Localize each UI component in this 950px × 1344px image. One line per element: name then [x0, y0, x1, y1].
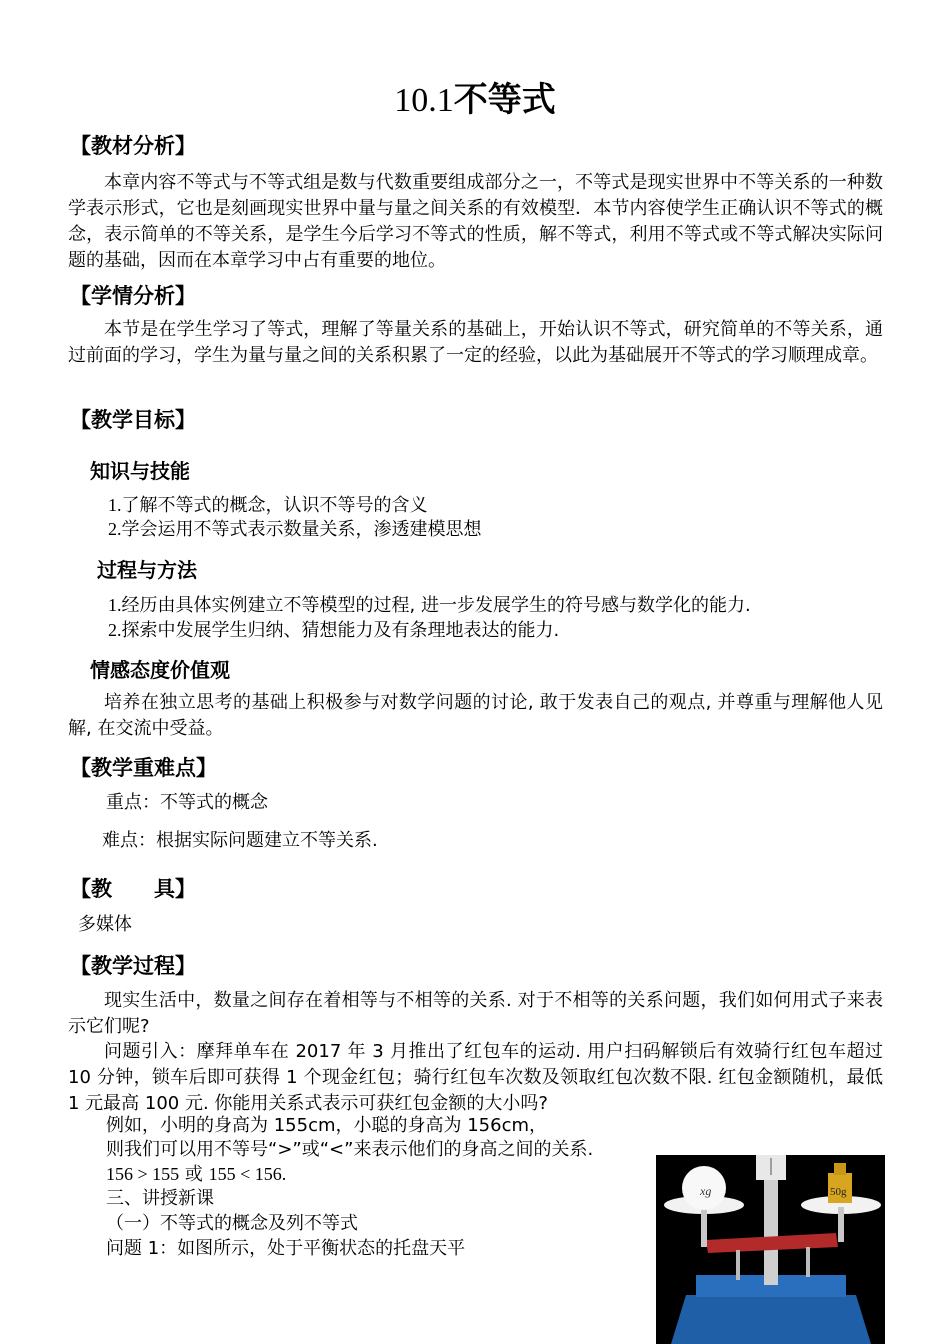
example-line-3: 156 > 155 或 155 < 156.	[106, 1164, 287, 1185]
subsection-one: （一）不等式的概念及列不等式	[106, 1213, 358, 1234]
emotion-title: 情感态度价值观	[90, 658, 230, 682]
heading-process: 【教学过程】	[70, 954, 196, 978]
process-question: 问题引入：摩拜单车在 2017 年 3 月推出了红包车的运动. 用户扫码解锁后有效骑行红包车超过 10 分钟，锁车后即可获得 1 个现金红包；骑行红包车次数及领取红包次数不限. 红包金额随机，最低 1 元最高 100 元. 你能用关系式表示可获红包金额的大小吗?	[68, 1041, 883, 1114]
difficulty-text: 难点：根据实际问题建立不等关系.	[102, 830, 378, 851]
tools-text: 多媒体	[78, 914, 132, 935]
heading-analysis: 【教材分析】	[70, 134, 196, 158]
heading-students: 【学情分析】	[70, 284, 196, 308]
students-paragraph: 本节是在学生学习了等式，理解了等量关系的基础上，开始认识不等式，研究简单的不等关系，通过前面的学习，学生为量与量之间的关系积累了一定的经验，以此为基础展开不等式的学习顺理成章。	[68, 319, 883, 366]
heading-keypoints: 【教学重难点】	[70, 756, 217, 780]
balance-scale-illustration	[656, 1155, 885, 1344]
process-intro: 现实生活中，数量之间存在着相等与不相等的关系. 对于不相等的关系问题，我们如何用式子来表示它们呢?	[68, 990, 883, 1037]
heading-tools: 【教 具】	[70, 877, 196, 901]
process-item-1: 1.经历由具体实例建立不等模型的过程, 进一步发展学生的符号感与数学化的能力.	[108, 595, 751, 616]
process-method-title: 过程与方法	[97, 558, 197, 582]
page-title: 10.1不等式	[394, 80, 556, 120]
process-item-2: 2.探索中发展学生归纳、猜想能力及有条理地表达的能力.	[108, 620, 560, 641]
balance-scale-figure	[656, 1155, 885, 1344]
example-line-2: 则我们可以用不等号“>”或“<”来表示他们的身高之间的关系.	[106, 1139, 594, 1160]
knowledge-item-1: 1.了解不等式的概念，认识不等号的含义	[108, 495, 428, 516]
example-line-1: 例如，小明的身高为 155cm，小聪的身高为 156cm，	[106, 1115, 548, 1136]
focus-text: 重点：不等式的概念	[106, 792, 268, 813]
heading-goals: 【教学目标】	[70, 408, 196, 432]
page-title-text: 不等式	[453, 80, 556, 120]
left-label: xg	[700, 1184, 712, 1198]
scale-base	[671, 1295, 871, 1344]
knowledge-item-2: 2.学会运用不等式表示数量关系，渗透建模思想	[108, 519, 482, 540]
analysis-paragraph: 本章内容不等式与不等式组是数与代数重要组成部分之一，不等式是现实世界中不等关系的一种数学表示形式，它也是刻画现实世界中量与量之间关系的有效模型．本节内容使学生正确认识不等式的概念，表示简单的不等关系，是学生今后学习不等式的性质，解不等式，利用不等式或不等式解决实际问题的基础，因而在本章学习中占有重要的地位。	[68, 172, 883, 271]
knowledge-title: 知识与技能	[90, 459, 190, 483]
question-one: 问题 1：如图所示，处于平衡状态的托盘天平	[106, 1238, 466, 1259]
step-three: 三、讲授新课	[106, 1188, 214, 1209]
right-label: 50g	[830, 1186, 847, 1198]
emotion-paragraph: 培养在独立思考的基础上积极参与对数学问题的讨论, 敢于发表自己的观点, 并尊重与理解他人见解, 在交流中受益。	[68, 692, 883, 739]
